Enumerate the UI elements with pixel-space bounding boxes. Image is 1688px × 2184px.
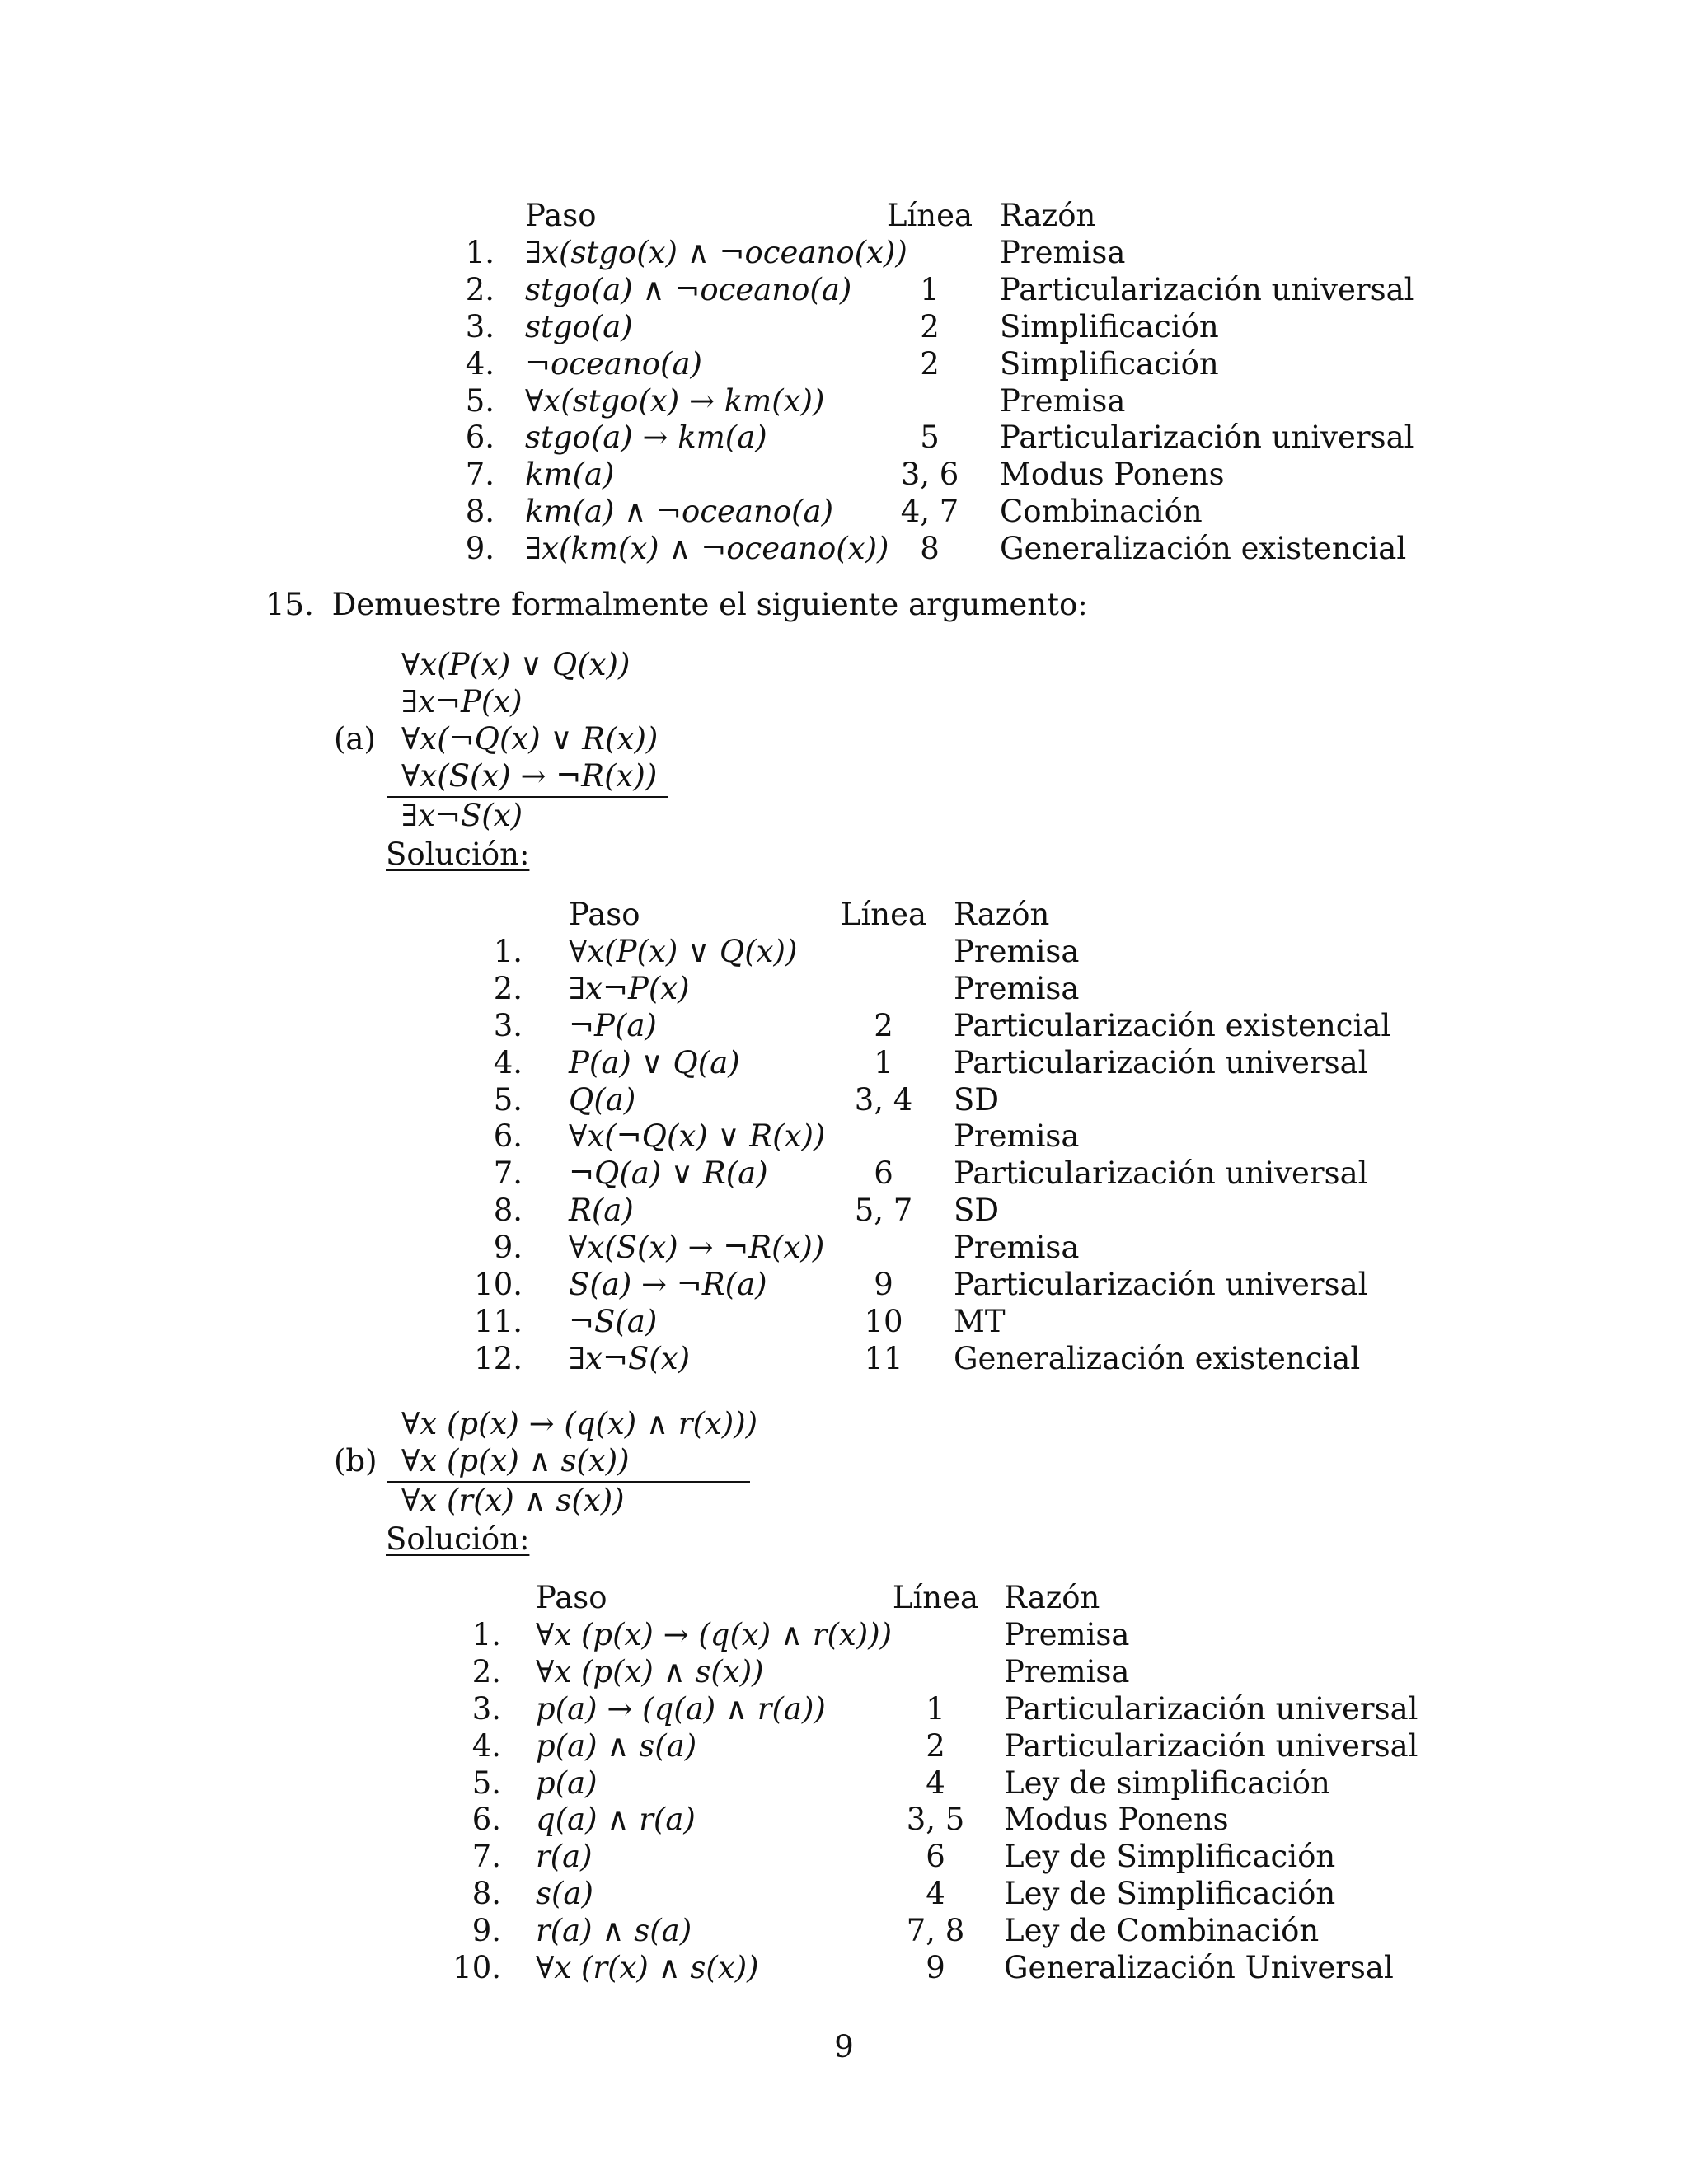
step-line-ref: 2 [874, 1007, 893, 1043]
header-line: Línea [892, 1580, 979, 1615]
step-number: 5. [465, 382, 495, 419]
step-line-ref: 5, 7 [854, 1193, 913, 1229]
step-reason: Generalización Universal [1004, 1950, 1394, 1985]
step-number: 3. [493, 1007, 523, 1043]
step-reason: Premisa [1004, 1616, 1130, 1652]
solution-label: Solución: [386, 1521, 530, 1557]
step-number: 11. [474, 1303, 523, 1339]
step-number: 8. [465, 494, 495, 530]
step-number: 1. [465, 234, 495, 270]
step-reason: Particularización universal [954, 1267, 1368, 1302]
step-formula: r(a) [536, 1839, 593, 1875]
step-number: 4. [471, 1727, 501, 1764]
step-number: 6. [493, 1118, 523, 1155]
step-line-ref: 1 [874, 1044, 893, 1080]
conclusion: ∀x (r(x) ∧ s(x)) [401, 1483, 625, 1518]
step-line-ref: 3, 6 [900, 457, 959, 493]
step-formula: ¬S(a) [569, 1303, 658, 1339]
step-line-ref: 3, 4 [854, 1081, 913, 1118]
step-reason: Modus Ponens [1000, 457, 1225, 493]
header-reason: Razón [1004, 1580, 1100, 1615]
step-reason: Simplificación [1000, 345, 1219, 382]
step-formula: p(a) [536, 1765, 598, 1801]
step-line-ref: 7, 8 [906, 1913, 965, 1949]
step-reason: MT [954, 1303, 1006, 1339]
step-line-ref: 5 [920, 419, 940, 456]
step-reason: Combinación [1000, 494, 1203, 530]
part-label: (b) [334, 1443, 377, 1479]
step-line-ref: 6 [926, 1839, 945, 1875]
step-reason: Generalización existencial [954, 1340, 1361, 1376]
step-number: 7. [471, 1839, 501, 1875]
step-reason: Premisa [1004, 1653, 1130, 1690]
step-number: 12. [474, 1340, 523, 1376]
step-reason: SD [954, 1081, 1000, 1118]
header-step: Paso [525, 198, 597, 233]
step-formula: p(a) → (q(a) ∧ r(a)) [536, 1690, 826, 1727]
step-number: 1. [493, 933, 523, 969]
step-formula: stgo(a) ∧ ¬oceano(a) [525, 271, 852, 307]
step-formula: stgo(a) [525, 308, 633, 344]
problem-15 [265, 587, 1088, 623]
step-number: 8. [493, 1193, 523, 1229]
step-formula: stgo(a) → km(a) [525, 419, 767, 456]
step-formula: Q(a) [569, 1081, 636, 1118]
step-number: 2. [471, 1653, 501, 1690]
part-label: (a) [334, 721, 376, 757]
step-number: 7. [493, 1155, 523, 1192]
step-formula: ¬oceano(a) [525, 345, 702, 382]
step-line-ref: 9 [874, 1267, 893, 1302]
step-line-ref: 4 [926, 1765, 945, 1801]
problem-number: 15. [265, 587, 314, 622]
page-number: 9 [834, 2029, 854, 2064]
step-number: 1. [471, 1616, 501, 1652]
header-reason: Razón [954, 897, 1050, 932]
step-reason: SD [954, 1193, 1000, 1229]
step-reason: Premisa [1000, 234, 1126, 270]
step-reason: Premisa [954, 970, 1080, 1006]
step-line-ref: 4 [926, 1876, 945, 1912]
step-reason: Premisa [954, 1118, 1080, 1155]
step-formula: ∀x (r(x) ∧ s(x)) [536, 1950, 759, 1985]
premise: ∀x (p(x) ∧ s(x)) [401, 1443, 630, 1479]
step-reason: Particularización universal [1004, 1727, 1418, 1764]
step-number: 3. [465, 308, 495, 344]
conclusion: ∃x¬S(x) [401, 798, 523, 833]
step-line-ref: 2 [920, 345, 940, 382]
premise: ∃x¬P(x) [401, 684, 523, 719]
step-line-ref: 1 [920, 271, 940, 307]
step-formula: S(a) → ¬R(a) [569, 1267, 767, 1302]
step-formula: ∀x(P(x) ∨ Q(x)) [569, 933, 798, 969]
step-reason: Premisa [954, 933, 1080, 969]
step-formula: p(a) ∧ s(a) [536, 1727, 697, 1764]
step-number: 5. [493, 1081, 523, 1118]
premise: ∀x(P(x) ∨ Q(x)) [401, 647, 631, 682]
step-line-ref: 3, 5 [906, 1802, 965, 1838]
step-number: 2. [493, 970, 523, 1006]
step-reason: Particularización existencial [954, 1007, 1391, 1043]
step-number: 7. [465, 457, 495, 493]
step-number: 3. [471, 1690, 501, 1727]
step-reason: Particularización universal [1000, 271, 1414, 307]
step-reason: Ley de Simplificación [1004, 1839, 1336, 1875]
step-reason: Modus Ponens [1004, 1802, 1229, 1838]
step-formula: ∀x(¬Q(x) ∨ R(x)) [569, 1118, 826, 1155]
premise: ∀x (p(x) → (q(x) ∧ r(x))) [401, 1406, 758, 1441]
step-line-ref: 11 [864, 1340, 903, 1376]
header-step: Paso [536, 1580, 607, 1615]
step-number: 6. [471, 1802, 501, 1838]
step-reason: Ley de Simplificación [1004, 1876, 1336, 1912]
step-formula: r(a) ∧ s(a) [536, 1913, 692, 1949]
step-formula: ∀x(stgo(x) → km(x)) [525, 382, 825, 419]
step-formula: ∃x¬P(x) [569, 970, 690, 1006]
header-line: Línea [840, 897, 927, 932]
step-number: 9. [465, 531, 495, 567]
step-line-ref: 6 [874, 1155, 893, 1192]
step-line-ref: 1 [926, 1690, 945, 1727]
problem-statement: Demuestre formalmente el siguiente argumento: [331, 587, 1088, 622]
step-reason: Simplificación [1000, 308, 1219, 344]
step-formula: km(a) [525, 457, 615, 493]
step-line-ref: 9 [926, 1950, 945, 1985]
step-number: 5. [471, 1765, 501, 1801]
step-formula: ∃x(stgo(x) ∧ ¬oceano(x)) [525, 234, 907, 270]
step-formula: s(a) [536, 1876, 593, 1912]
step-number: 4. [465, 345, 495, 382]
step-formula: ∀x (p(x) ∧ s(x)) [536, 1653, 764, 1690]
step-reason: Particularización universal [1004, 1690, 1418, 1727]
step-formula: ∀x (p(x) → (q(x) ∧ r(x))) [536, 1616, 893, 1652]
step-line-ref: 10 [864, 1303, 903, 1339]
step-number: 2. [465, 271, 495, 307]
step-number: 4. [493, 1044, 523, 1080]
solution-label: Solución: [386, 837, 530, 872]
step-number: 9. [471, 1913, 501, 1949]
premise: ∀x(S(x) → ¬R(x)) [401, 758, 658, 794]
step-formula: P(a) ∨ Q(a) [569, 1044, 740, 1080]
header-reason: Razón [1000, 198, 1096, 233]
step-formula: ∃x(km(x) ∧ ¬oceano(x)) [525, 531, 889, 567]
header-step: Paso [569, 897, 640, 932]
step-formula: ∀x(S(x) → ¬R(x)) [569, 1230, 825, 1266]
step-number: 8. [471, 1876, 501, 1912]
step-reason: Particularización universal [1000, 419, 1414, 456]
premise: ∀x(¬Q(x) ∨ R(x)) [401, 721, 659, 757]
step-number: 9. [493, 1230, 523, 1266]
step-reason: Generalización existencial [1000, 531, 1407, 567]
step-line-ref: 8 [920, 531, 940, 567]
step-formula: ¬Q(a) ∨ R(a) [569, 1155, 768, 1192]
step-reason: Premisa [1000, 382, 1126, 419]
step-formula: q(a) ∧ r(a) [536, 1802, 696, 1838]
step-reason: Particularización universal [954, 1155, 1368, 1192]
step-formula: R(a) [569, 1193, 634, 1229]
step-number: 6. [465, 419, 495, 456]
step-number: 10. [452, 1950, 501, 1985]
step-number: 10. [474, 1267, 523, 1302]
step-reason: Ley de Combinación [1004, 1913, 1320, 1949]
step-line-ref: 2 [926, 1727, 945, 1764]
step-formula: ∃x¬S(x) [569, 1340, 691, 1376]
step-formula: km(a) ∧ ¬oceano(a) [525, 494, 834, 530]
step-line-ref: 4, 7 [900, 494, 959, 530]
step-reason: Premisa [954, 1230, 1080, 1266]
header-line: Línea [886, 198, 973, 233]
step-formula: ¬P(a) [569, 1007, 657, 1043]
step-reason: Particularización universal [954, 1044, 1368, 1080]
step-reason: Ley de simplificación [1004, 1765, 1330, 1801]
step-line-ref: 2 [920, 308, 940, 344]
